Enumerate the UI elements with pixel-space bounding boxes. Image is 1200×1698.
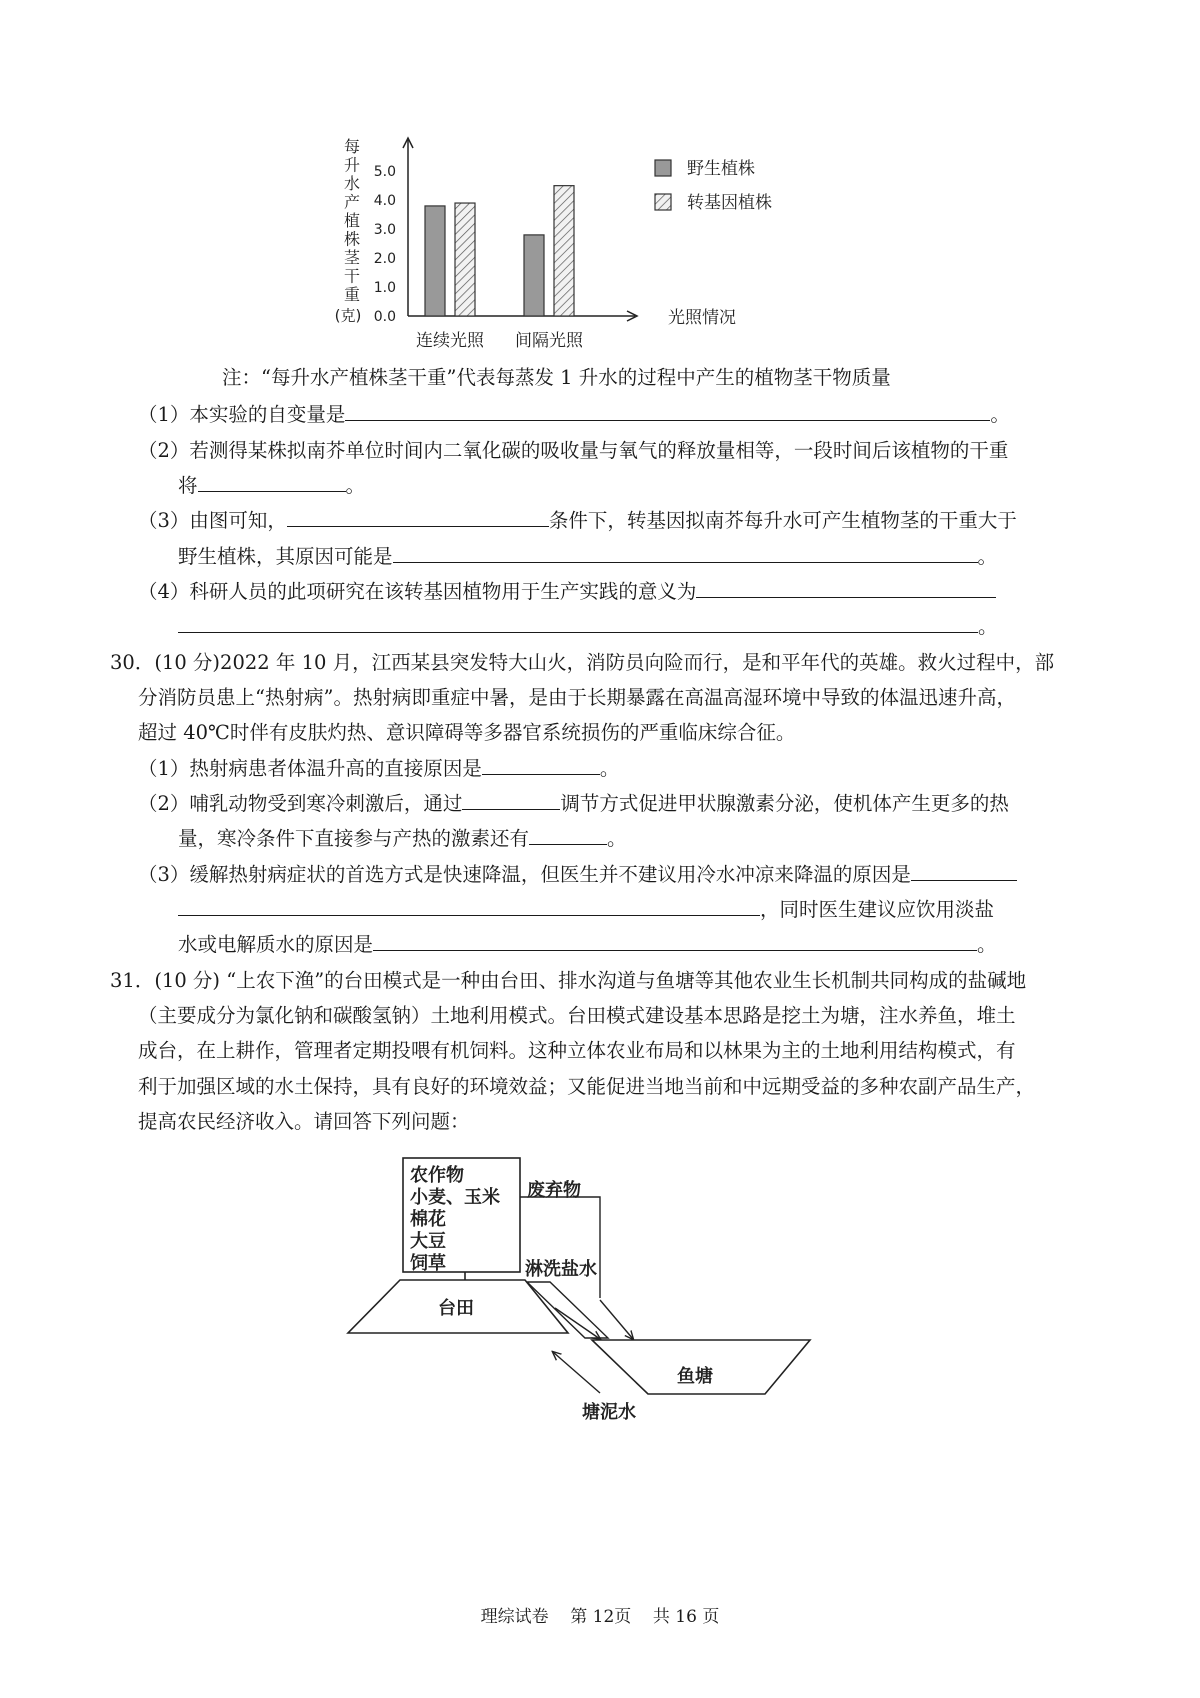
y-tick-label: 3.0 xyxy=(373,222,396,239)
q30-stem-line1: 30．(10 分)2022 年 10 月，江西某县突发特大山火，消防员向险而行，是和平年代的英雄。救火过程中，部 xyxy=(110,651,1055,674)
x-axis-categories xyxy=(416,331,584,351)
answer-blank[interactable] xyxy=(287,506,549,527)
y-tick-label: 4.0 xyxy=(373,193,396,210)
chart-note: 注：“每升水产植株茎干重”代表每蒸发 1 升水的过程中产生的植物茎干物质量 xyxy=(222,366,891,389)
answer-blank[interactable] xyxy=(462,789,560,810)
page-footer: 理综试卷 第 12页 共 16 页 xyxy=(480,1607,720,1627)
q30-part2: （2）哺乳动物受到寒冷刺激后，通过 调节方式促进甲状腺激素分泌，使机体产生更多的热 xyxy=(138,789,1009,819)
y-tick-label: 5.0 xyxy=(373,164,396,181)
q30-part3-cont: ，同时医生建议应饮用淡盐 xyxy=(178,895,994,925)
y-label-char: 植 xyxy=(343,211,361,230)
q30-part2-cont: 量，寒冷条件下直接参与产热的激素还有 。 xyxy=(178,824,627,854)
y-label-char: 茎 xyxy=(343,248,361,267)
bar-wild-1 xyxy=(524,235,544,316)
bar-wild-0 xyxy=(425,206,445,316)
y-label-unit: (克) xyxy=(334,306,362,325)
q31-stem-line2: （主要成分为氯化钠和碳酸氢钠）土地利用模式。台田模式建设基本思路是挖土为塘，注水养鱼，堆土 xyxy=(138,1004,1016,1027)
flow-arrow-2 xyxy=(600,1300,633,1339)
salt-water-label: 淋洗盐水 xyxy=(525,1259,597,1280)
crop-item: 小麦、玉米 xyxy=(410,1187,500,1208)
mud-water-label: 塘泥水 xyxy=(582,1402,636,1423)
legend-swatch xyxy=(655,194,671,210)
crop-item: 饲草 xyxy=(410,1253,446,1274)
q29-part2: （2）若测得某株拟南芥单位时间内二氧化碳的吸收量与氧气的释放量相等，一段时间后该植物的干重 xyxy=(138,439,1009,462)
q29-part3: （3）由图可知， 条件下，转基因拟南芥每升水可产生植物茎的干重大于 xyxy=(138,506,1017,536)
q29-part3-cont: 野生植株，其原因可能是 。 xyxy=(178,542,997,572)
answer-blank[interactable] xyxy=(393,542,978,563)
y-label-char: 重 xyxy=(343,285,361,304)
q30-stem-line2: 分消防员患上“热射病”。热射病即重症中暑，是由于长期暴露在高温高湿环境中导致的体温迅速升高， xyxy=(138,686,1016,709)
q30-part1: （1）热射病患者体温升高的直接原因是 。 xyxy=(138,754,619,784)
chart-bars xyxy=(425,186,574,316)
y-label-char: 产 xyxy=(343,192,361,212)
legend-label: 转基因植株 xyxy=(687,193,772,213)
terrace-pond-diagram xyxy=(330,1150,830,1425)
q29-part1: （1）本实验的自变量是 。 xyxy=(138,400,1010,430)
answer-blank[interactable] xyxy=(911,860,1017,881)
legend-swatch xyxy=(655,160,671,176)
answer-blank[interactable] xyxy=(482,754,600,775)
crop-item: 大豆 xyxy=(410,1231,446,1252)
x-axis-label: 光照情况 xyxy=(668,308,736,328)
q30-stem-line3: 超过 40℃时伴有皮肤灼热、意识障碍等多器官系统损伤的严重临床综合征。 xyxy=(138,721,796,744)
q31-stem-line3: 成台，在上耕作，管理者定期投喂有机饲料。这种立体农业布局和以林果为主的土地利用结构模式，有 xyxy=(138,1039,1016,1062)
mud-return-arrow xyxy=(553,1352,600,1393)
answer-blank[interactable] xyxy=(696,577,996,598)
y-label-char: 干 xyxy=(343,266,361,286)
bar-transgenic-1 xyxy=(554,186,574,316)
q29-part4: （4）科研人员的此项研究在该转基因植物用于生产实践的意义为 xyxy=(138,577,996,607)
q31-stem-line1: 31．(10 分) “上农下渔”的台田模式是一种由台田、排水沟道与鱼塘等其他农业生长机制共同构成的盐碱地 xyxy=(110,969,1027,992)
chart-legend xyxy=(655,159,772,213)
bar-transgenic-0 xyxy=(455,203,475,316)
y-axis-ticks xyxy=(374,164,396,325)
x-category-label: 连续光照 xyxy=(416,331,484,351)
y-label-char: 每 xyxy=(343,137,361,156)
field-label: 台田 xyxy=(438,1298,474,1319)
y-tick-label: 2.0 xyxy=(373,251,396,268)
q29-part4-cont: 。 xyxy=(178,612,998,642)
y-tick-label: 1.0 xyxy=(373,280,396,297)
y-tick-label: 0.0 xyxy=(373,309,396,325)
answer-blank[interactable] xyxy=(345,400,990,421)
bar-chart xyxy=(330,130,830,390)
q29-part2-cont: 将 。 xyxy=(178,471,365,501)
waste-label: 废弃物 xyxy=(527,1180,581,1201)
answer-blank[interactable] xyxy=(178,895,760,916)
answer-blank[interactable] xyxy=(178,612,978,633)
answer-blank[interactable] xyxy=(198,471,346,492)
crop-item: 农作物 xyxy=(410,1165,464,1186)
answer-blank[interactable] xyxy=(529,824,607,845)
q31-stem-line4: 利于加强区域的水土保持，具有良好的环境效益；又能促进当地当前和中远期受益的多种农副产品生产， xyxy=(138,1075,1036,1098)
q31-stem-line5: 提高农民经济收入。请回答下列问题： xyxy=(138,1110,470,1133)
legend-label: 野生植株 xyxy=(687,159,755,179)
y-label-char: 株 xyxy=(343,229,361,249)
y-label-char: 水 xyxy=(343,174,361,193)
y-label-char: 升 xyxy=(343,155,361,175)
pond-label: 鱼塘 xyxy=(677,1366,713,1387)
q30-part3-cont2: 水或电解质水的原因是 。 xyxy=(178,930,997,960)
x-category-label: 间隔光照 xyxy=(515,331,583,351)
answer-blank[interactable] xyxy=(373,930,977,951)
q30-part3: （3）缓解热射病症状的首选方式是快速降温，但医生并不建议用冷水冲凉来降温的原因是 xyxy=(138,860,1017,890)
crop-item: 棉花 xyxy=(410,1209,446,1230)
y-axis-label xyxy=(335,137,362,325)
